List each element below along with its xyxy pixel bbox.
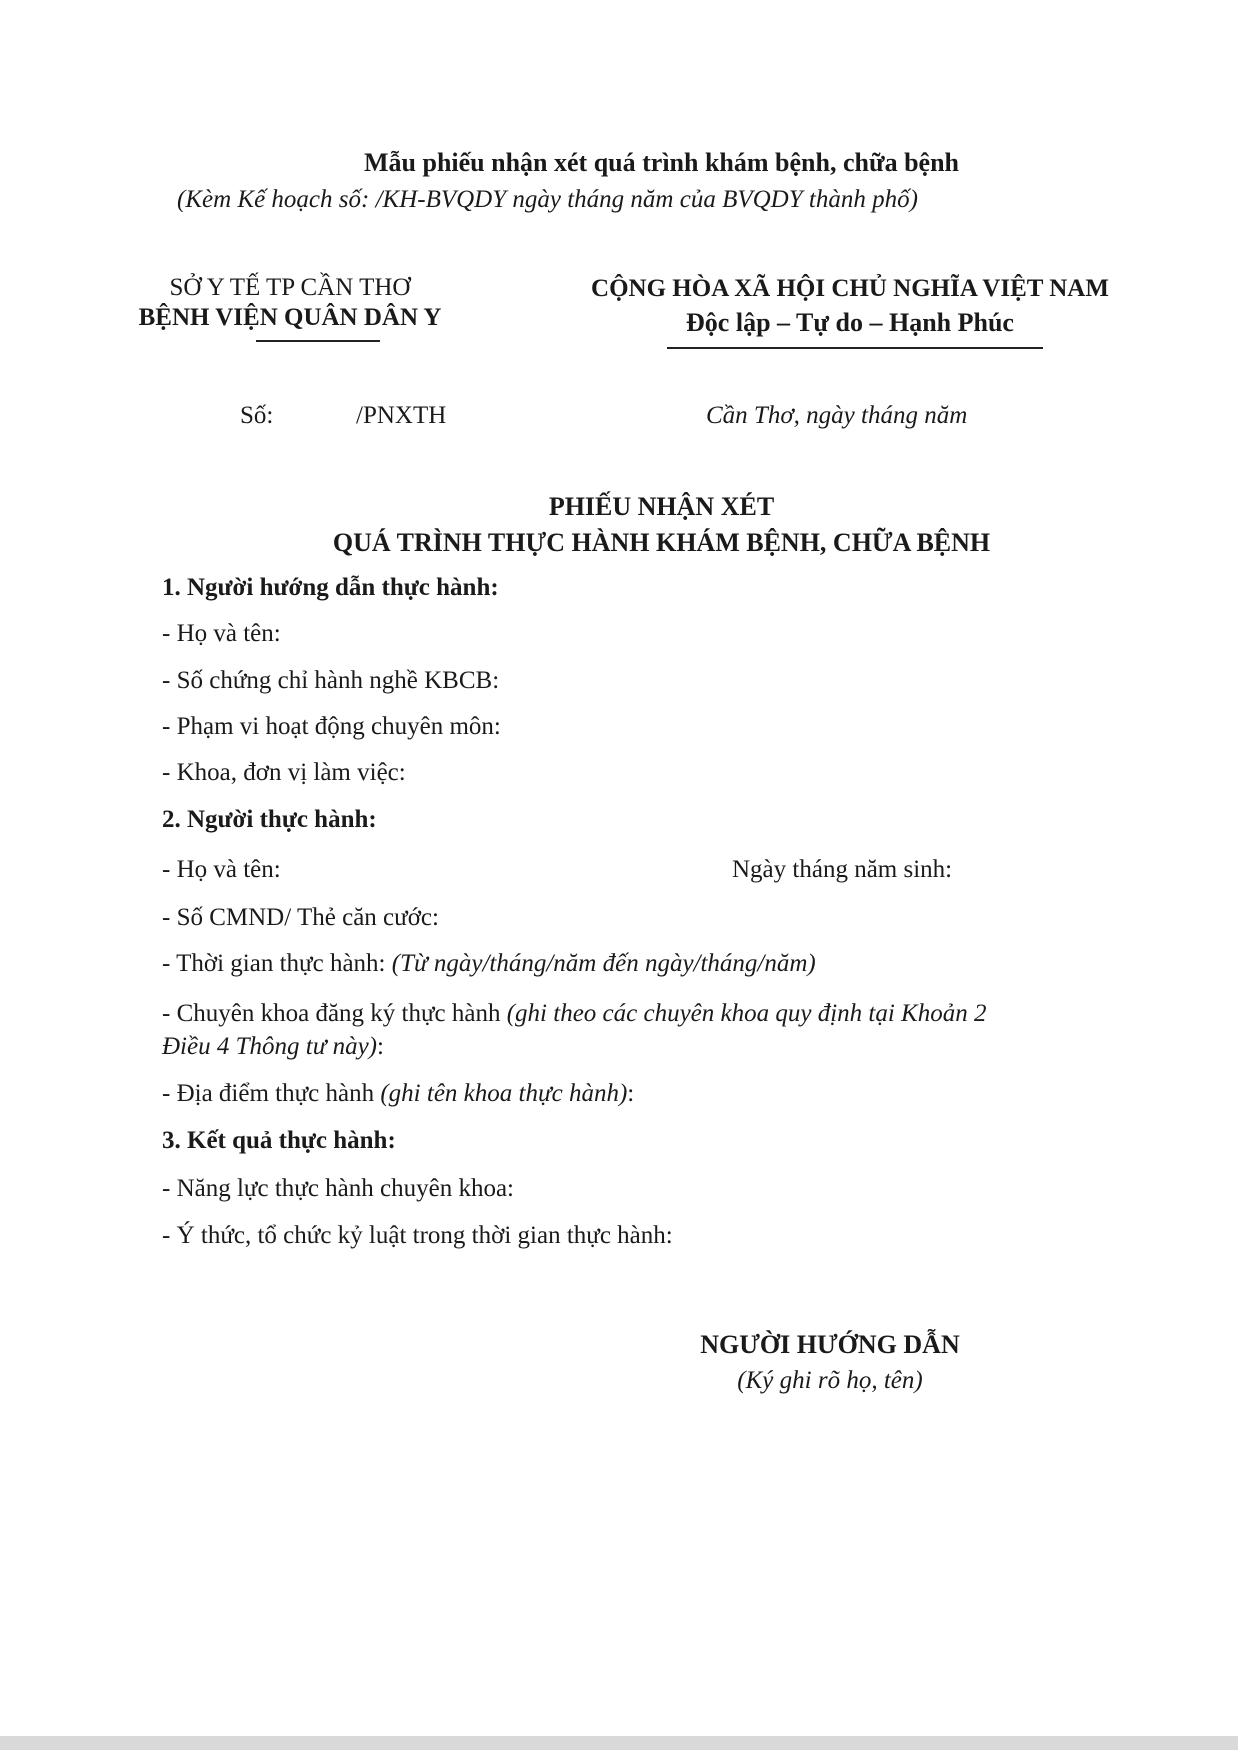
number-suffix: /PNXTH: [356, 402, 447, 429]
location-colon: :: [627, 1080, 635, 1107]
motto-underline: [667, 347, 1043, 349]
section2-location: [162, 1080, 634, 1108]
section1-workplace: - Khoa, đơn vị làm việc:: [162, 759, 406, 786]
specialty-colon: :: [377, 1033, 384, 1060]
department-name: SỞ Y TẾ TP CẦN THƠ: [169, 274, 411, 301]
form-title: Mẫu phiếu nhận xét quá trình khám bệnh, chữa bệnh: [363, 148, 959, 177]
section2-period: [162, 950, 816, 978]
section1-certificate: - Số chứng chỉ hành nghề KBCB:: [162, 667, 500, 694]
nation-motto: Độc lập – Tự do – Hạnh Phúc: [686, 308, 1014, 337]
nation-title: CỘNG HÒA XÃ HỘI CHỦ NGHĨA VIỆT NAM: [591, 275, 1109, 302]
section2-birth-date: Ngày tháng năm sinh:: [732, 856, 953, 883]
section1-full-name: - Họ và tên:: [162, 620, 281, 647]
section2-specialty-cont: [162, 1033, 384, 1061]
section2-heading: 2. Người thực hành:: [162, 806, 377, 833]
specialty-label: - Chuyên khoa đăng ký thực hành: [162, 1000, 507, 1027]
section3-discipline: - Ý thức, tổ chức kỷ luật trong thời gian thực hành:: [162, 1222, 673, 1249]
place-date: Cần Thơ, ngày tháng năm: [706, 402, 968, 429]
specialty-note-1: (ghi theo các chuyên khoa quy định tại Khoản 2: [506, 1000, 987, 1027]
section3-heading: 3. Kết quả thực hành:: [162, 1127, 396, 1154]
scan-bottom-edge: [0, 1736, 1238, 1750]
section2-id-card: - Số CMND/ Thẻ căn cước:: [162, 904, 439, 931]
section1-heading: 1. Người hướng dẫn thực hành:: [162, 574, 499, 601]
hospital-name: BỆNH VIỆN QUÂN DÂN Y: [138, 304, 442, 331]
attachment-note: (Kèm Kế hoạch số: /KH-BVQDY ngày tháng năm của BVQDY thành phố): [177, 186, 918, 213]
hospital-underline: [256, 340, 380, 342]
section3-competence: - Năng lực thực hành chuyên khoa:: [162, 1175, 514, 1202]
section2-full-name: - Họ và tên:: [162, 856, 281, 883]
signature-instruction: (Ký ghi rõ họ, tên): [737, 1367, 923, 1394]
section1-scope: - Phạm vi hoạt động chuyên môn:: [162, 713, 501, 740]
signature-role: NGƯỜI HƯỚNG DẪN: [700, 1330, 960, 1359]
period-note: (Từ ngày/tháng/năm đến ngày/tháng/năm): [391, 950, 816, 977]
section2-specialty: [162, 1000, 986, 1028]
document-title-line2: QUÁ TRÌNH THỰC HÀNH KHÁM BỆNH, CHỮA BỆNH: [332, 528, 991, 557]
document-title-line1: PHIẾU NHẬN XÉT: [548, 492, 775, 521]
number-label: Số:: [240, 402, 274, 429]
specialty-note-2: Điều 4 Thông tư này): [162, 1033, 378, 1060]
period-label: - Thời gian thực hành:: [162, 950, 392, 977]
location-label: - Địa điểm thực hành: [162, 1080, 381, 1107]
location-note: (ghi tên khoa thực hành): [380, 1080, 628, 1107]
